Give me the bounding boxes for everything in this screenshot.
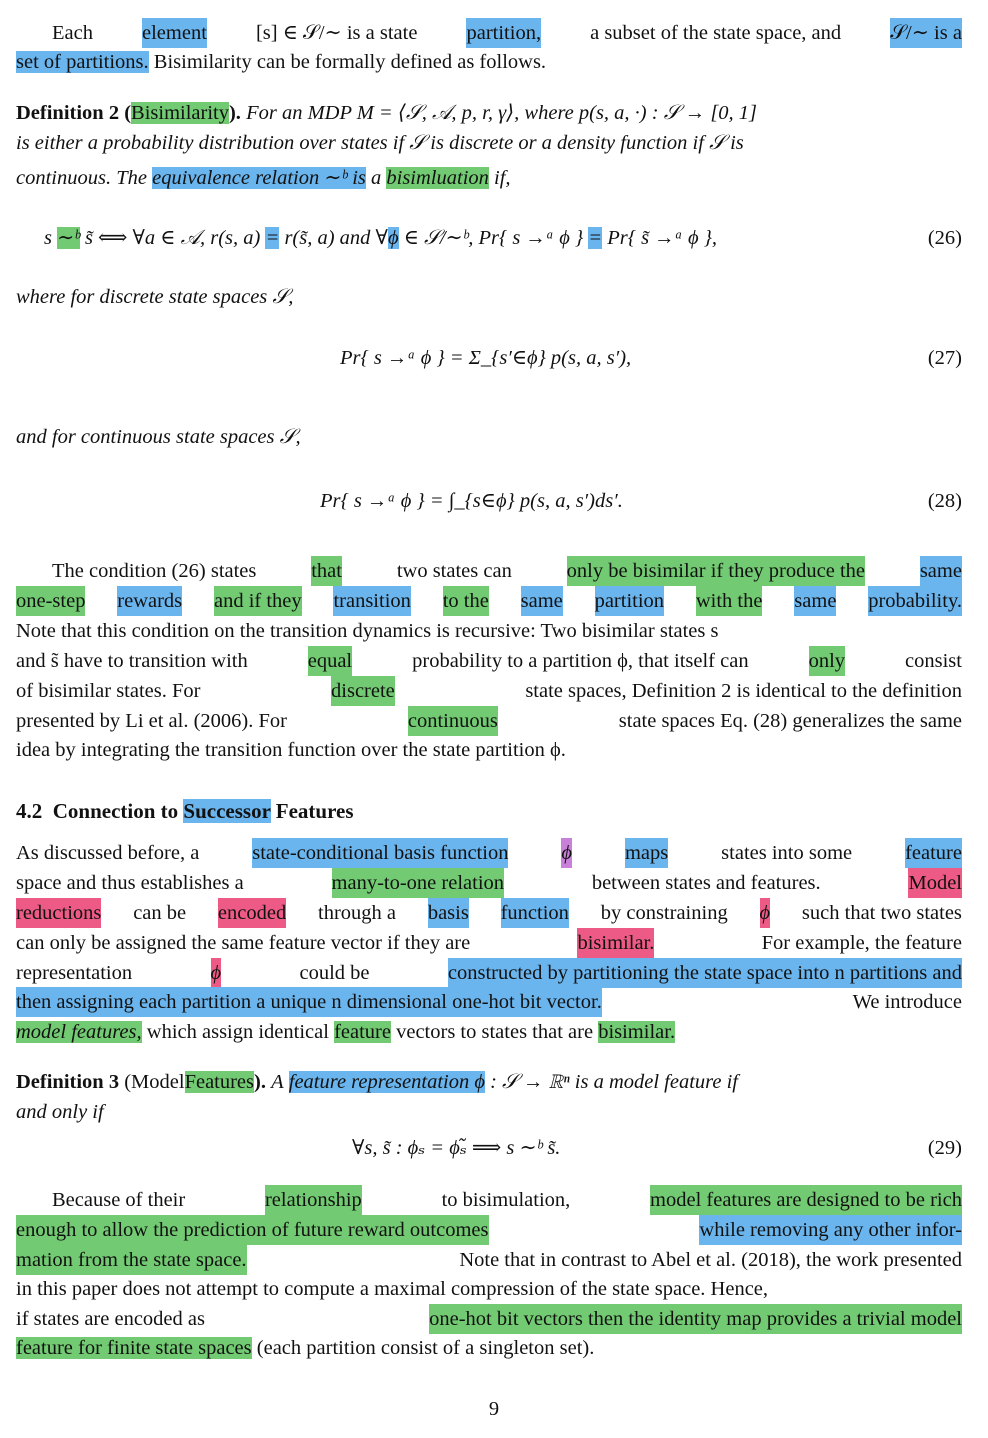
equation-body: s ∼ᵇ s̃ ⟺ ∀a ∈ 𝒜, r(s, a) = r(s̃, a) and ∀ϕ ∈ 𝒮/∼ᵇ, Pr{ s →ᵃ ϕ } = Pr{ s̃ →ᵃ ϕ },: [44, 227, 718, 249]
definition-label: Definition 2: [16, 102, 120, 124]
highlight-green: model features are designed to be rich: [650, 1185, 962, 1215]
definition-3-line-1: Definition 3 (ModelFeatures). A feature representation ϕ : 𝒮 → ℝⁿ is a model feature if: [16, 1071, 738, 1093]
highlight-blue: set of partitions.: [16, 51, 149, 73]
highlight-green: only be bisimilar if they produce the: [567, 556, 865, 586]
text: continuous. The: [16, 167, 147, 189]
and-continuous: and for continuous state spaces 𝒮,: [16, 426, 301, 448]
highlight-green: relationship: [265, 1185, 362, 1215]
highlight-green: bisimluation: [386, 167, 489, 189]
paragraph-3-line-3: reductions can be encoded through a basis function by constraining ϕ such that two states: [16, 898, 962, 928]
highlight-blue: feature: [905, 838, 962, 868]
definition-2-line-1: Definition 2 (Bisimilarity). For an MDP M = ⟨𝒮, 𝒜, p, r, γ⟩, where p(s, a, ·) : 𝒮 → [0, 1]: [16, 102, 758, 124]
highlight-red: bisimilar.: [577, 928, 654, 958]
highlight-blue: probability.: [868, 586, 962, 616]
highlight-blue: function: [501, 898, 569, 928]
highlight-blue: feature representation ϕ: [288, 1071, 485, 1093]
highlight-blue: =: [265, 227, 280, 249]
highlight-green: mation from the state space.: [16, 1245, 247, 1275]
equation-number: (28): [927, 490, 962, 512]
highlight-green: only: [809, 646, 845, 676]
paragraph-4-line-1: Because of their relationship to bisimulation, model features are designed to be rich: [52, 1185, 962, 1215]
paragraph-2-line-1: The condition (26) states that two states can only be bisimilar if they produce the same: [52, 556, 962, 586]
equation-number: (26): [927, 227, 962, 249]
text: is either a probability distribution over states if 𝒮 is discrete or a density function if 𝒮 is: [16, 132, 744, 154]
section-heading-4-2: 4.2 Connection to Successor Features: [16, 799, 354, 823]
equation-28: [16, 471, 962, 531]
paragraph-3-line-7: model features, which assign identical feature vectors to states that are bisimilar.: [16, 1021, 676, 1043]
paragraph-3-line-5: representation ϕ could be constructed by partitioning the state space into n partitions and: [16, 958, 962, 988]
highlight-red: Model: [908, 868, 962, 898]
paragraph-2-line-5: of bisimilar states. For discrete state spaces, Definition 2 is identical to the definition: [16, 676, 962, 706]
highlight-blue: maps: [625, 838, 668, 868]
definition-name: Bisimilarity: [131, 102, 229, 124]
paragraph-2-line-7: idea by integrating the transition function over the state partition ϕ.: [16, 739, 566, 761]
highlight-green: one-hot bit vectors then the identity map provides a trivial model: [429, 1304, 962, 1334]
highlight-blue: state-conditional basis function: [252, 838, 508, 868]
highlight-green: that: [311, 556, 342, 586]
equation-body: Pr{ s →ᵃ ϕ } = Σ_{s′∈ϕ} p(s, a, s′),: [340, 347, 632, 369]
paragraph-2-line-6: presented by Li et al. (2006). For continuous state spaces Eq. (28) generalizes the same: [16, 706, 962, 736]
text: a: [371, 167, 382, 189]
paragraph-3-line-2: space and thus establishes a many-to-one relation between states and features. Model: [16, 868, 962, 898]
highlight-blue: basis: [428, 898, 469, 928]
paragraph-2-line-3: Note that this condition on the transition dynamics is recursive: Two bisimilar states s: [16, 620, 719, 642]
equation-27: [16, 328, 962, 388]
highlight-red: encoded: [218, 898, 286, 928]
highlight-red: reductions: [16, 898, 101, 928]
equation-body: ∀s, s̃ : ϕₛ = ϕₛ̃ ⟹ s ∼ᵇ s̃.: [352, 1137, 561, 1159]
paragraph-2-line-4: and s̃ have to transition with equal probability to a partition ϕ, that itself can only consist: [16, 646, 962, 676]
highlight-green: enough to allow the prediction of future reward outcomes: [16, 1215, 489, 1245]
highlight-blue: Successor: [183, 799, 271, 823]
paragraph-4-line-6: feature for finite state spaces (each partition consist of a singleton set).: [16, 1337, 595, 1359]
highlight-green: with the: [696, 586, 763, 616]
highlight-blue: partition,: [466, 18, 541, 48]
highlight-green: bisimilar.: [598, 1021, 676, 1043]
highlight-blue: ϕ: [387, 227, 399, 249]
highlight-red: ϕ: [211, 958, 222, 988]
definition-label: Definition 3: [16, 1071, 120, 1093]
equation-body: Pr{ s →ᵃ ϕ } = ∫_{s∈ϕ} p(s, a, s′)ds′.: [320, 490, 623, 512]
highlight-blue: same: [920, 556, 962, 586]
text: a subset of the state space, and: [590, 22, 842, 44]
highlight-green: feature for finite state spaces: [16, 1337, 252, 1359]
page-number: 9: [488, 1398, 500, 1420]
highlight-green: discrete: [331, 676, 395, 706]
paragraph-1-line-2: [16, 47, 962, 77]
highlight-blue: equivalence relation ∼ᵇ is: [152, 167, 366, 189]
where-discrete: where for discrete state spaces 𝒮,: [16, 286, 294, 308]
highlight-blue: transition: [333, 586, 410, 616]
highlight-blue: constructed by partitioning the state space into n partitions and: [448, 958, 962, 988]
highlight-green: to the: [443, 586, 489, 616]
highlight-blue: same: [521, 586, 563, 616]
paragraph-4-line-2: [16, 1215, 962, 1245]
text: For an MDP M = ⟨𝒮, 𝒜, p, r, γ⟩, where p(s, a, ·) : 𝒮 → [0, 1]: [246, 102, 758, 124]
highlight-blue: same: [794, 586, 836, 616]
definition-2-line-2: [16, 128, 962, 158]
equation-26: [16, 208, 962, 268]
equation-number: (27): [927, 347, 962, 369]
highlight-red: ϕ: [760, 898, 771, 928]
definition-2-line-3: [16, 163, 962, 193]
equation-29: [16, 1118, 962, 1178]
highlight-blue: element: [142, 18, 207, 48]
paragraph-4-line-5: if states are encoded as one-hot bit vectors then the identity map provides a trivial model: [16, 1304, 962, 1334]
equation-number: (29): [927, 1137, 962, 1159]
text: if,: [494, 167, 511, 189]
highlight-green: Features: [184, 1071, 255, 1093]
highlight-green: feature: [334, 1021, 391, 1043]
highlight-green: model features,: [16, 1021, 142, 1043]
text: Each: [52, 22, 93, 44]
highlight-green: continuous: [408, 706, 498, 736]
highlight-green: many-to-one relation: [332, 868, 504, 898]
highlight-blue: 𝒮/∼ is a: [890, 18, 962, 48]
highlight-blue: partition: [595, 586, 664, 616]
paragraph-1-line-1: [52, 18, 962, 48]
paragraph-2-line-2: [16, 586, 962, 616]
highlight-green: one-step: [16, 586, 85, 616]
highlight-blue: then assigning each partition a unique n dimensional one-hot bit vector.: [16, 987, 602, 1017]
highlight-green: ∼ᵇ: [57, 227, 80, 249]
highlight-green: equal: [308, 646, 352, 676]
text: [s] ∈ 𝒮/∼ is a state: [255, 22, 418, 44]
highlight-blue: while removing any other infor-: [699, 1215, 962, 1245]
highlight-blue: rewards: [117, 586, 182, 616]
highlight-blue: =: [588, 227, 603, 249]
highlight-green: and if they: [214, 586, 302, 616]
paragraph-4-line-4: in this paper does not attempt to compute a maximal compression of the state space. Hence,: [16, 1278, 769, 1300]
paragraph-3-line-4: can only be assigned the same feature vector if they are bisimilar. For example, the feature: [16, 928, 962, 958]
paragraph-3-line-6: then assigning each partition a unique n dimensional one-hot bit vector. We introduce: [16, 987, 962, 1017]
definition-3-line-2: and only if: [16, 1101, 104, 1123]
highlight-purple: ϕ: [561, 838, 572, 868]
text: Bisimilarity can be formally defined as follows.: [153, 51, 547, 73]
paragraph-3-line-1: As discussed before, a state-conditional basis function ϕ maps states into some feature: [16, 838, 962, 868]
paragraph-4-line-3: mation from the state space. Note that in contrast to Abel et al. (2018), the work presented: [16, 1245, 962, 1275]
